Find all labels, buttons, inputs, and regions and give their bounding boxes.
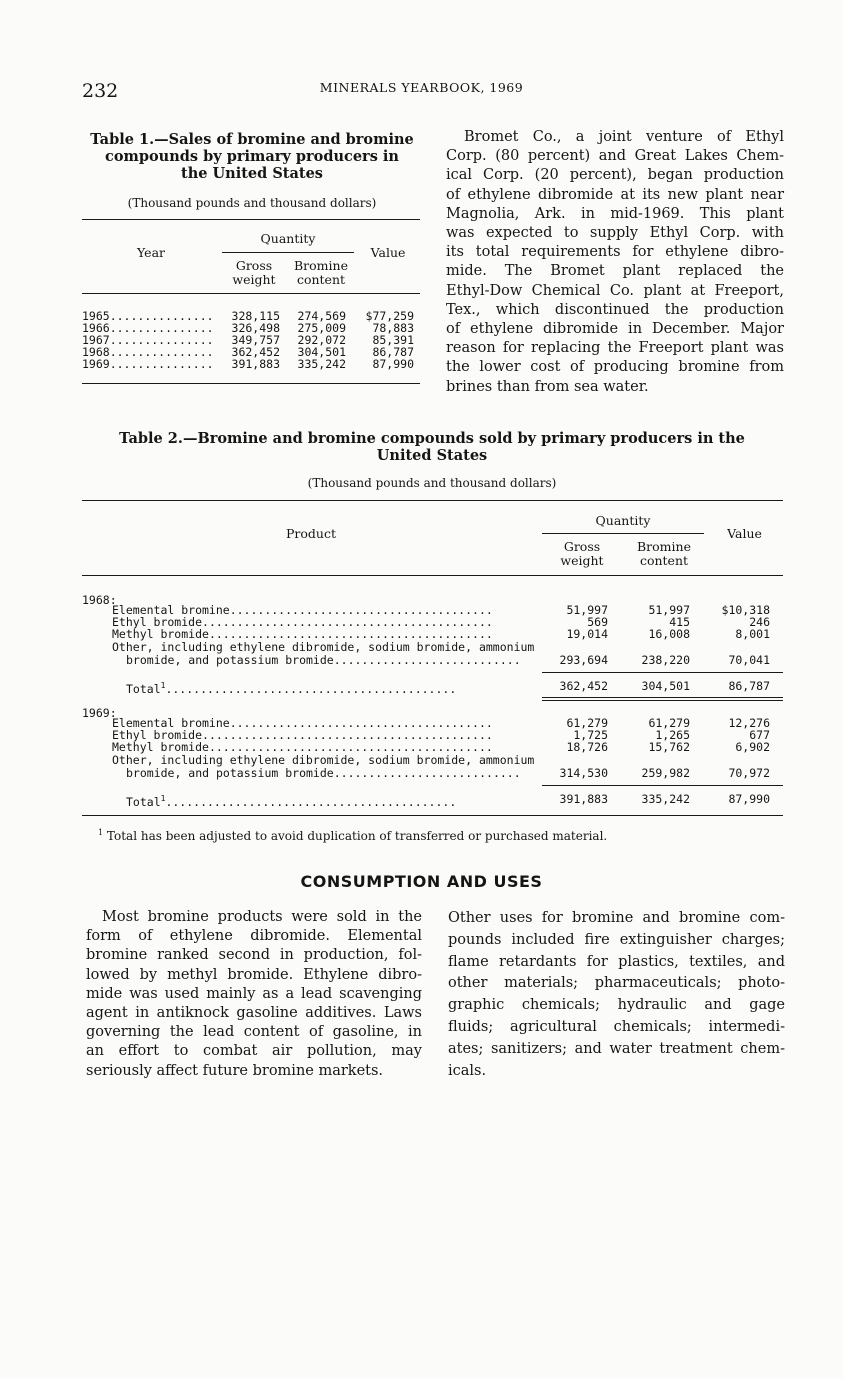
table2-col-quantity: Quantity <box>595 513 651 528</box>
table-row: Ethyl bromide.......................................... <box>112 615 493 629</box>
table1-col-quantity: Quantity <box>260 231 316 246</box>
table1-top-rule <box>82 219 420 220</box>
running-title: MINERALS YEARBOOK, 1969 <box>319 80 524 95</box>
table2-header-rule <box>82 575 783 576</box>
table-row-label-first-line: Other, including ethylene dibromide, sodium bromide, ammonium <box>112 640 535 654</box>
table1-col-gross: Gross weight <box>232 258 276 287</box>
table1-col-bromine: Bromine content <box>294 258 348 287</box>
table-row: Ethyl bromide.......................................... <box>112 728 493 742</box>
table1-quantity-rule <box>222 252 354 253</box>
consumption-paragraph: Most bromine products were sold in the form of ethylene dibromide. Elemental bromine ranked second in production, fol- lowed by methyl bromide. Ethylene dibro- mide was used mainly as a lead scavenging agent in antiknock gasoline additives. Laws governing the lead content of gasoline, in an effort to combat air pollution, may seriously affect future bromine markets. <box>86 909 422 1079</box>
table-row: bromide, and potassium bromide........................... <box>126 766 521 780</box>
page-number: 232 <box>82 80 119 102</box>
total-rule <box>542 672 783 673</box>
table-row-label-first-line: Other, including ethylene dibromide, sodium bromide, ammonium <box>112 753 535 767</box>
table-row-total: Total$^1$.......................................... <box>126 794 457 809</box>
table2-col-value: Value <box>727 526 762 541</box>
table1-col-value: Value <box>370 245 406 260</box>
table-row: 1967............... <box>82 333 214 347</box>
total-rule <box>542 785 783 786</box>
table-row: Elemental bromine...................................... <box>112 603 493 617</box>
table2-footnote: $^1$ Total has been adjusted to avoid duplication of transferred or purchased material. <box>98 828 608 843</box>
table1-bottom-rule <box>82 383 420 384</box>
table-row-total: Total$^1$.......................................... <box>126 681 457 696</box>
table-row: 1969............... <box>82 357 214 371</box>
table2-col-bromine: Bromine content <box>637 539 691 568</box>
table-row: Methyl bromide......................................... <box>112 740 493 754</box>
table1-units: (Thousand pounds and thousand dollars) <box>127 196 377 210</box>
table2-title: Table 2.—Bromine and bromine compounds sold by primary producers in the United States <box>119 430 745 464</box>
table-row: 1968............... <box>82 345 214 359</box>
table1-header-rule <box>82 293 420 294</box>
table2-bottom-rule <box>82 815 783 816</box>
table-row: 1966............... <box>82 321 214 335</box>
table1-col-year: Year <box>137 245 165 260</box>
other-uses-paragraph: Other uses for bromine and bromine com- pounds included fire extinguisher charges; flame retardants for plastics, textiles, and other materials; pharmaceuticals; photo- graphic chemicals; hydraulic and gage fluids; agricultural chemicals; intermedi- ates; sanitizers; and water treatment chem- icals. <box>448 910 785 1079</box>
table-row: 1965............... <box>82 309 214 323</box>
table-row: Elemental bromine...................................... <box>112 716 493 730</box>
table2-col-gross: Gross weight <box>560 539 604 568</box>
group-year-1969: 1969: <box>82 706 117 720</box>
bromet-paragraph: Bromet Co., a joint venture of Ethyl Corp. (80 percent) and Great Lakes Chem- ical Corp. (20 percent), began production of ethylene dibromide at its new plant near Magnolia, Ark. in mid-1969. This plant was expected to supply Ethyl Corp. with its total requirements for ethylene dibro- mide. The Bromet plant replaced the Ethyl-Dow Chemical Co. plant at Freeport, Tex., which discontinued the production of ethylene dibromide in December. Major reason for replacing the Freeport plant was the lower cost of producing bromine from brines than from sea water. <box>446 129 784 395</box>
table2-units: (Thousand pounds and thousand dollars) <box>307 476 557 490</box>
table2-col-product: Product <box>286 526 336 541</box>
total-double-rule <box>542 697 783 701</box>
table-row: bromide, and potassium bromide........................... <box>126 653 521 667</box>
section-heading: CONSUMPTION AND USES <box>300 872 543 891</box>
table1-title: Table 1.—Sales of bromine and bromine compounds by primary producers in the United States <box>90 131 414 182</box>
group-year-1968: 1968: <box>82 593 117 607</box>
table2-quantity-rule <box>542 533 704 534</box>
table2-top-rule <box>82 500 783 501</box>
table-row: Methyl bromide......................................... <box>112 627 493 641</box>
